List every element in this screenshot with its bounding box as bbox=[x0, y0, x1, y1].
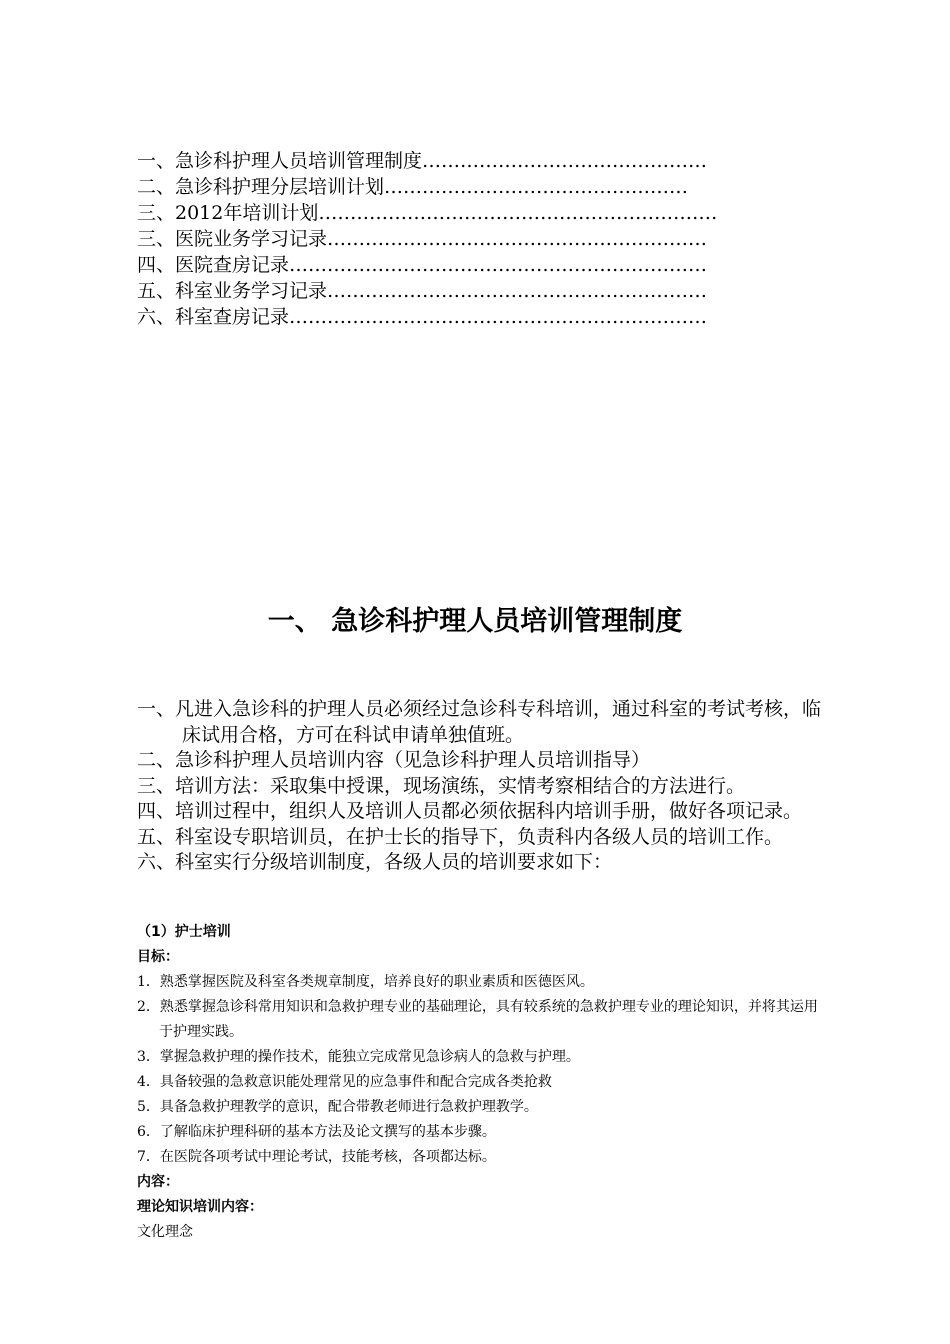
rule-item: 四、培训过程中，组织人及培训人员都必须依据科内培训手册，做好各项记录。 bbox=[137, 800, 803, 822]
nurse-training-section bbox=[137, 920, 827, 1245]
nurse-training-heading: （1）护士培训 bbox=[137, 924, 231, 940]
toc-item[interactable]: 一、急诊科护理人员培训管理制度……………………………………… bbox=[137, 150, 708, 172]
rule-item: 三、培训方法：采取集中授课，现场演练，实情考察相结合的方法进行。 bbox=[137, 774, 746, 797]
goal-item: 5．具备急救护理教学的意识，配合带教老师进行急救护理教学。 bbox=[137, 1099, 538, 1115]
goals-label: 目标： bbox=[137, 949, 179, 965]
culture-text: 文化理念 bbox=[137, 1224, 193, 1240]
toc-item[interactable]: 二、急诊科护理分层培训计划………………………………………… bbox=[137, 176, 689, 198]
toc-item[interactable]: 三、2012年培训计划……………………………………………………… bbox=[137, 202, 718, 224]
rule-item: 六、科室实行分级培训制度，各级人员的培训要求如下： bbox=[137, 851, 613, 873]
table-of-contents bbox=[137, 148, 797, 330]
goal-item: 2．熟悉掌握急诊科常用知识和急救护理专业的基础理论，具有较系统的急救护理专业的理论知识，并将其运用于护理实践。 bbox=[137, 999, 818, 1040]
theory-label: 理论知识培训内容： bbox=[137, 1199, 263, 1215]
content-label: 内容： bbox=[137, 1174, 179, 1190]
rules-list bbox=[137, 697, 837, 876]
goal-item: 7．在医院各项考试中理论考试，技能考核，各项都达标。 bbox=[137, 1149, 496, 1165]
section-title: 一、 急诊科护理人员培训管理制度 bbox=[267, 606, 683, 637]
goal-item: 6．了解临床护理科研的基本方法及论文撰写的基本步骤。 bbox=[137, 1124, 496, 1140]
toc-item[interactable]: 六、科室查房记录………………………………………………………… bbox=[137, 306, 708, 328]
rule-item: 五、科室设专职培训员，在护士长的指导下，负责科内各级人员的培训工作。 bbox=[137, 825, 784, 848]
rule-item: 二、急诊科护理人员培训内容（见急诊科护理人员培训指导） bbox=[137, 749, 651, 771]
rule-item: 一、凡进入急诊科的护理人员必须经过急诊科专科培训，通过科室的考试考核，临床试用合格，方可在科试申请单独值班。 bbox=[137, 698, 822, 746]
toc-item[interactable]: 三、医院业务学习记录…………………………………………………… bbox=[137, 228, 708, 250]
toc-item[interactable]: 四、医院查房记录………………………………………………………… bbox=[137, 254, 708, 276]
goal-item: 3．掌握急救护理的操作技术，能独立完成常见急诊病人的急救与护理。 bbox=[137, 1049, 580, 1065]
toc-item[interactable]: 五、科室业务学习记录…………………………………………………… bbox=[137, 280, 708, 302]
goal-item: 4．具备较强的急救意识能处理常见的应急事件和配合完成各类抢救 bbox=[137, 1074, 552, 1090]
goal-item: 1．熟悉掌握医院及科室各类规章制度，培养良好的职业素质和医德医风。 bbox=[137, 974, 594, 990]
